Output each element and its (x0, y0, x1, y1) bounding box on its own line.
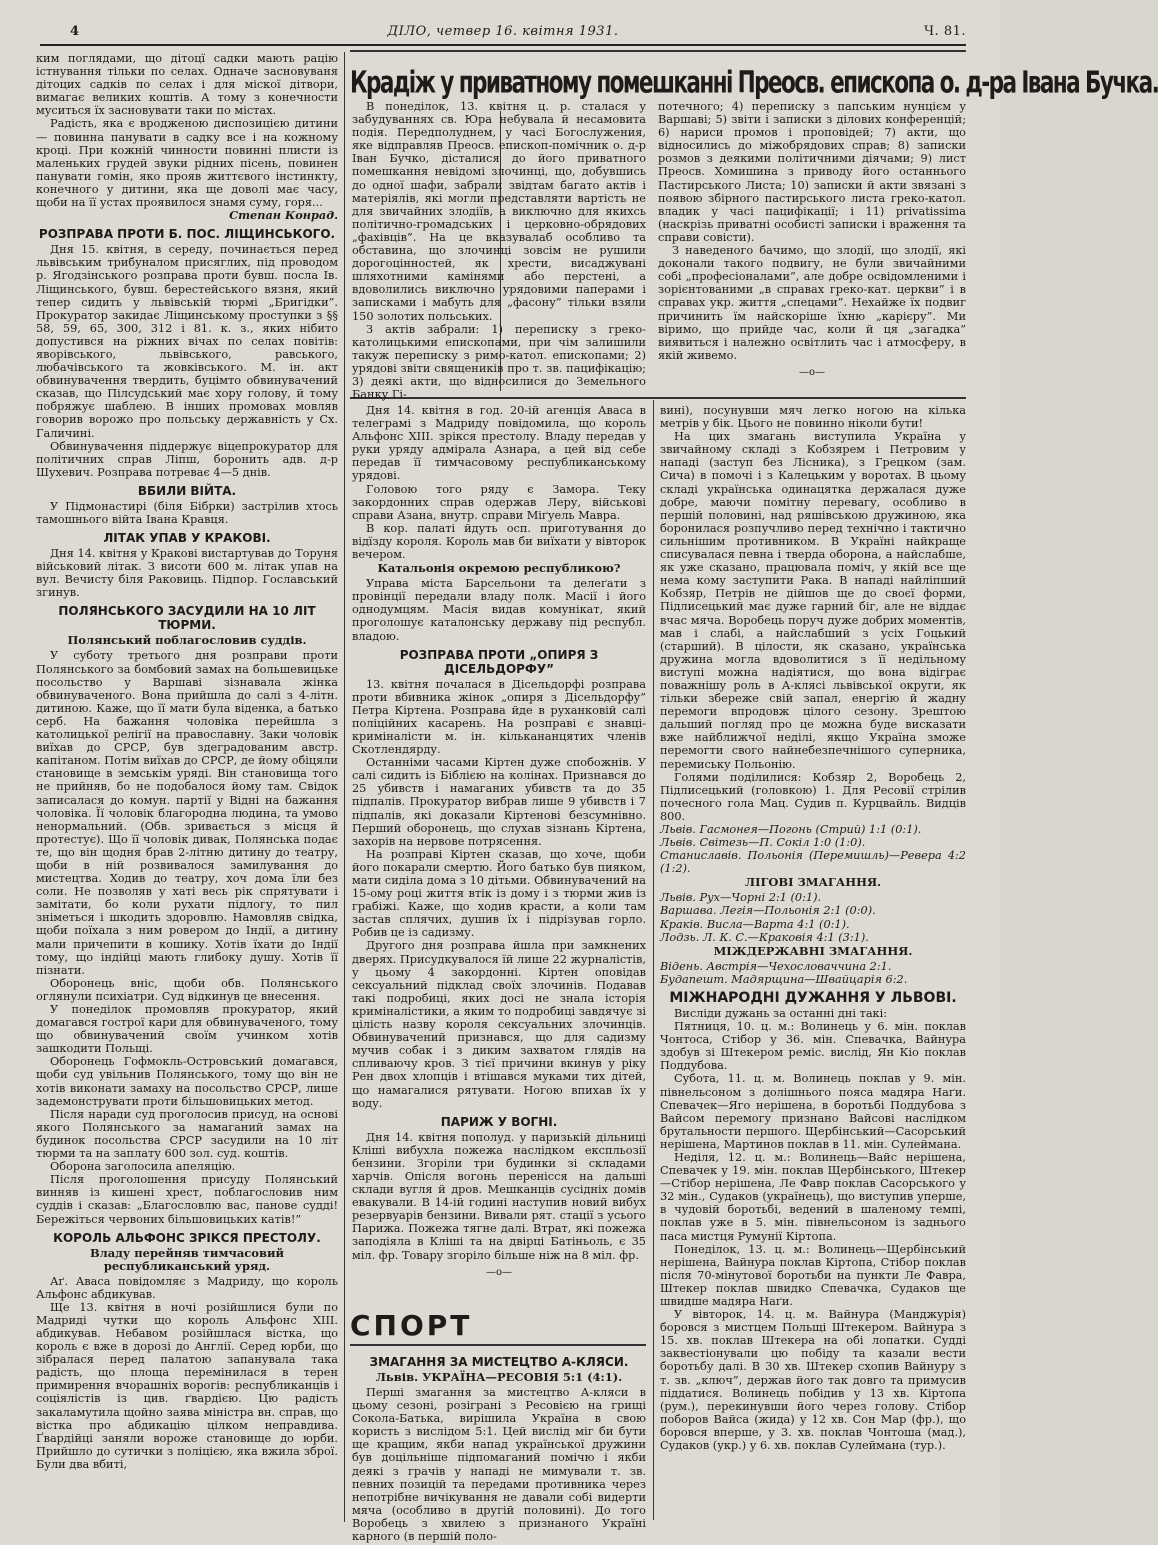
headline-viyt: ВБИЛИ ВІЙТА. (137, 483, 237, 498)
paragraph: вині), посунувши мяч легко ногою на кілька метрів у бік. Цього не повинно ніколи бути! (660, 404, 966, 431)
paragraph: потечного; 4) переписку з папським нунцієм у Варшаві; 5) звіти і записки з ділових конференцій; 6) нариси промов і проповідей; 7) акти, що відносились до міжобрядових справ; 8) записки розмов з деякими політичними діячами; 9) лист Преосв. Хомишина з приводу його останнього Пастирського Листа; 10) записки й акти звязані з появою збірного пастирського листа греко-катол. владик у часі пацифікації; і 11) privatissima (наскрізь приватні особисті записки і враження та справи совісти). (658, 100, 966, 244)
paragraph: У понеділок промовляв прокуратор, який домагався гострої кари для обвинуваченого, тому що обвинувачений своїм учинком хотів зашкодити Польщі. (36, 1003, 338, 1056)
page-number: 4 (70, 24, 80, 39)
paragraph: В кор. палаті йдуть осп. приготування до відїзду короля. Король мав би виїхати у вівторок вечером. (352, 521, 646, 562)
paragraph: У суботу третього дня розправи проти Полянського за бомбовий замах на большевицьке посольство у Варшаві зізнавала жінка обвинуваченого. Вона прийшла до салі з 4-літн. дитиною. Каже, що її мати була віденка, а батько серб. На бажання чоловіка перейшла з католицької релігії на православну. Заки чоловік виїхав до СРСР, був здеградованим австр. капітаном. Потім виїхав до СРСР, де йому обіцяли становище в земськім уряді. Він становища того не прийняв, бо не подобалося йому там. Свідок записалася до комун. партії у Відні на бажання чоловіка. Її чоловік благородна людина, та умово ненормальний. (Обв. зривається з місця й протестує). Що її чоловік дивак, Полянська подає те, що він щодня брав 2-літню дитину до театру, щоби в ній розвивалося замилування до мистецтва. Ходив до театру, хоч дома їли без соли. Не позволяв у хаті весь рік спрятувати і замітати, бо коли рухати підлогу, то пил зніметься і шкодить здоровлю. Намовляв свідка, щоби поїхала з ним ровером до Індії, а дитину мали причепити в кошику. Хотів їхати до Індії тому, що індійці мають глибоку душу. Хотів її пізнати. (36, 649, 338, 977)
paragraph: У Підмонастирі (біля Бібрки) застрілив хтось тамошнього війта Івана Кравця. (36, 499, 338, 526)
paragraph: Висліди дужань за останні дні такі: (674, 1006, 888, 1020)
paragraph: Дня 14. квітня у Кракові вистартував до Торуня військовий літак. З висоти 600 м. літак упав на вул. Вечисту біля Раковиць. Підпор. Гославський згинув. (36, 547, 338, 600)
headline-league: ЛІГОВІ ЗМАГАННЯ. (744, 875, 882, 890)
paragraph: Пятниця, 10. ц. м.: Волинець у 6. мін. поклав Чонтоса, Стібор у 36. мін. Спевачка, Вайнура здобув зі Штекером реміс. вислід, Ян Кіо поклав Поддубова. (660, 1020, 966, 1073)
headline-rule-top (350, 50, 966, 52)
headline-catalonia: Катальонія окремою республикою? (377, 561, 621, 576)
headline-litak: ЛІТАК УПАВ У КРАКОВІ. (103, 531, 271, 546)
paragraph: Радість, яка є вродженою диспозицією дитини — повинна панувати в садку все і на кожному кроці. При кожній чинности повинні плисти із маленьких грудей звуки рідних пісень, повинен панувати гомін, яко прояв життєвого інстинкту, конечного у дитини, яка ще доволі має часу, щоби на її устах проявилося знамя суму, горя... (36, 117, 338, 210)
paragraph: Ще 13. квітня в ночі розійшлися були по Мадриді чутки що король Альфонс XIII. абдикував. Небавом розійшлася вістка, що король є вже в дорозі до Англії. Серед юрби, що зібралася перед палатою запанувала така радість, що площа перемінилася в терен примирення вчорашніх ворогів: республиканців і соціялістів із цив. ґвардією. Цю радість закаламутила щойно заява міністра вн. справ, що вістка про абдикацію цілком неправдива. Ґвардійці заняли вороже становище до юрби. Прийшло до сутички з поліцією, яка вжила зброї. Були два вбиті, (36, 1300, 338, 1471)
score-line: Львів. Гасмонея—Погонь (Стрий) 1:1 (0:1). (660, 823, 922, 836)
paragraph: Оборонець вніс, щоби обв. Полянського оглянули психіатри. Суд відкинув це внесення. (36, 976, 338, 1003)
sport-rule (350, 1344, 646, 1346)
issue-number: Ч. 81. (924, 24, 966, 39)
paragraph: Понеділок, 13. ц. м.: Волинець—Щербінський нерішена, Вайнура поклав Кіртопа, Стібор поклав після 70-мінутової боротьби на пункти Ле Фавра, Штекер поклав швидко Спевачка, Судаков ще швидше мадяра Наґи. (660, 1242, 966, 1308)
subheadline-score: Львів. УКРАЇНА—РЕСОВІЯ 5:1 (4:1). (375, 1370, 623, 1384)
score-line: Львів. Світезь—П. Сокіл 1:0 (1:0). (660, 836, 866, 850)
score-line: Будапешт. Мадярщина—Швайцарія 6:2. (660, 972, 908, 986)
paragraph: ким поглядами, що дітоцї садки мають рацію істнування тільки по селах. Одначе засновуваня дітоцих садків по селах і для міскої дітвори, вимагає великих коштів. А тому з конечности муситься їх засновувати таки по містах. (36, 52, 338, 118)
paragraph: На розправі Кіртен сказав, що хоче, щоби його покарали смертю. Його батько був пияком, мати сиділа дома з 10 дітьми. Обвинувачений на 15-ому році життя втік із дому і з тюрми жив із грабіжі. Каже, що ходив красти, а коли там застав сплячих, душив їх і підрізував горло. Робив це із садизму. (352, 847, 646, 940)
subheadline-polyansky: Полянський поблагословив суддів. (67, 633, 307, 648)
paragraph: Субота, 11. ц. м. Волинець поклав у 9. мін. півнельсоном з долішнього пояса мадяра Наґи. Спевачек—Яго нерішена, в боротьбі Поддубова з Вайсом перемогу признано Вайсові наслідком брутальности першого. Щербінський—Сасорський нерішена, Мартинов поклав в 11. мін. Сулеймана. (660, 1072, 966, 1151)
paragraph: З актів забрали: 1) переписку з греко-католицькими епископами, при чім залишили такуж переписку з римо-катол. епископами; 2) урядові звіти священиків про т. зв. пацифікацію; 3) деякі акти, що відносилися до Земельного Банку Гі- (352, 322, 646, 402)
headline-lishchynsky: РОЗПРАВА ПРОТИ Б. ПОС. ЛІЩИНСЬКОГО. (38, 227, 336, 242)
paragraph: Дня 15. квітня, в середу, починається перед львівським трибуналом присяглих, під проводом р. Ягодзінського розправа проти бувш. посла Ів. Ліщинського, бувш. берестейського вязня, який тепер сидить у львівській тюрмі „Бригідки”. Прокуратор закидає Ліщинському проступки з §§ 58, 59, 65, 300, 312 і 81. к. з., яких нібито допустився на ріжних вічах по селах повітів: яворівського, львівського, равського, любачівського та жовківського. М. ін. акт обвинувачення твердить, буцімто обвинувачений сказав, що Пілсудський має хору голову, й тому побряжує шаблею. В інших промовах мовляв говорив ворожо про польську державність у Сх. Галичині. (36, 243, 338, 440)
headline-sport-a-class: ЗМАГАННЯ ЗА МИСТЕЦТВО А-КЛЯСИ. (369, 1355, 629, 1369)
paragraph: Аґ. Аваса повідомляє з Мадриду, що король Альфонс абдикував. (36, 1274, 338, 1301)
column-1 (36, 52, 338, 1537)
paragraph: З наведеного бачимо, що злодії, що злодії, які доконали такого подвигу, не були звичайними собі „професіоналами”, але добре освідомленими і зорієнтованими „в справах греко-кат. церкви” і в справах укр. життя „спецами”. Нехайже їх подвиг причинить їм найскоріше їхню „карієру”. Ми віримо, що прийде час, коли й ця „загадка” виявиться і належно освітлить час і атмосферу, в якій живемо. (658, 244, 966, 362)
headline-king: КОРОЛЬ АЛЬФОНС ЗРІКСЯ ПРЕСТОЛУ. (53, 1230, 321, 1245)
score-line: Варшава. Легія—Польонія 2:1 (0:0). (660, 904, 876, 918)
paragraph: Неділя, 12. ц. м.: Волинець—Вайс нерішена, Спевачек у 19. мін. поклав Щербінського, Штекер—Стібор нерішена, Ле Фавр поклав Сасорського у 32 мін., Судаков (українець), що виступив уперше, в чудовій боротьбі, ведений в шаленому темпі, поклав уже в 5. мін. півнельсоном із заднього паса мистця Румунії Кіртопа. (660, 1150, 966, 1243)
sport-section-title: СПОРТ (350, 1309, 473, 1342)
headline-dusseldorf: РОЗПРАВА ПРОТИ „ОПИРЯ З ДІСЕЛЬДОРФУ” (399, 647, 599, 676)
score-line: Лодзь. Л. К. С.—Краковія 4:1 (3:1). (660, 930, 869, 944)
column-2 (352, 404, 646, 1304)
headline-wrestling: МІЖНАРОДНІ ДУЖАННЯ У ЛЬВОВІ. (669, 989, 957, 1006)
paragraph: Після наради суд проголосив присуд, на основі якого Полянського за намаганий замах на будинок посольства СРСР засудили на 10 літ тюрми та на заплату 600 зол. суд. коштів. (36, 1107, 338, 1161)
column-3 (660, 404, 966, 1534)
article-bucko-left (352, 100, 646, 402)
paragraph: Оборонець Гофмокль-Островський домагався, щоби суд увільнив Полянського, тому що він не хотів виконати замаху на посольство СРСР, лише задемонструвати проти більшовицьких метод. (36, 1055, 338, 1108)
author-signature: Степан Конрад. (229, 208, 338, 223)
score-line: Львів. Рух—Чорні 2:1 (0:1). (660, 891, 822, 905)
paragraph: Після проголошення присуду Полянський винняв із кишені хрест, поблагословив ним суддів і сказав: „Благословлю вас, панове судді! Бережіться червоних більшовицьких катів!” (36, 1173, 338, 1226)
paragraph: 13. квітня почалася в Дісельдорфі розправа проти вбивника жінок „опиря з Дісельдорфу” Петра Кіртена. Розправа йде в руханковій салі поліційних касарень. На розправі є знавці-криміналісти м. ін. кількананцятих членів Скотлендярду. (352, 677, 646, 757)
score-line: Станиславів. Польонія (Перемишль)—Ревера 4:2 (1:2). (660, 849, 966, 876)
paragraph: Голями поділилися: Кобзяр 2, Воробець 2, Підлисецький (головкою) 1. Для Ресовії стрілив почесного гола Мац. Судив п. Курцвайль. Видців 800. (660, 770, 966, 823)
main-headline: Крадіж у приватному помешканні Преосв. епископа о. д-ра Івана Бучка. (350, 65, 1158, 100)
headline-paris: ПАРИЖ У ВОГНІ. (440, 1114, 558, 1129)
masthead (40, 24, 966, 46)
paragraph: В понеділок, 13. квітня ц. р. сталася у забудуваннях св. Юра небувала й несамовита подія. Передполуднем, у часі Богослужения, яке відправляв Преосв. епископ-помічник о. д-р Іван Бучко, дісталися до його приватного помешкання невідомі злочинці, що, добувшись до одної шафи, забрали звідтам багато актів і матеріялів, які могли представляти вартість не для звичайних злодіїв, а виключно для якихсь політично-громадських і церковно-обрядових „фахівців”. На це вказувалаб особливо та обставина, що злочинці зовсім не рушили дорогоцінностей, як хрести, висаджувані шляхотними камінями або перстені, а вдоволились виключно урядовими паперами і записками і мабуть для „фасону” тільки взяли 150 золотих польських. (352, 100, 646, 323)
paragraph: Дня 14. квітня пополуд. у паризькій дільниці Кліші вибухла пожежа наслідком експльозії бензини. Згоріли три будинки зі складами харчів. Опісля вогонь перенісся на дальші склади вугля й дров. Мешканців сусідніх домів евакували. В 14-ій годині наступив новий вибух резервуарів бензини. Вивали рят. стації з усього Парижа. Пожежа тягне далі. Втрат, які пожежа заподіяла в Кліші та на двірці Батіньоль, є 35 міл. фр. Товару згоріло більше ніж на 8 міл. фр. (352, 1130, 646, 1262)
paragraph: Головою того ряду є Замора. Теку закордонних справ одержав Леру, військові справи Азана, внутр. справи Міґуель Мавра. (352, 482, 646, 522)
headline-polyansky: ПОЛЯНСЬКОГО ЗАСУДИЛИ НА 10 ЛІТ ТЮРМИ. (58, 604, 316, 633)
paragraph: На цих змагань виступила Україна у звичайному складі з Кобзярем і Петровим у нападі (заступ без Лісника), з Грецком (зам. Сича) в помочі і з Калецьким у воротах. В цьому складі українська одинацятка держалася дуже добре, маючи помітну перевагу, особливо в першій половині, над ряшівською дружиною, яка боронилася розпучливо перед технічно і тактично сильнішим противником. В Україні найкраще списувалася певна і тверда оборона, а найслабше, як уже сказано, працювала поміч, у якій все ще нема кому заступити Рака. В нападі найліпший Кобзяр, Петрів не дійшов ще до своєї форми, Підлисецький має дуже гарний біг, але не віддає вчас мяча. Воробець поруч дуже добрих моментів, мав і слабі, а найслабший з усіх Гоцький (старший). В цілости, як сказано, українська дружина могла вдоволитися з її недільному виступі можна надіятися, що вона відіграє поважнішу роль в А-клясі львівської округи, як тільки збереже свій запал, енергію й жадну перемоги впродовж цілого сезону. Зрештою дальший погляд про це можна буде висказати вже найближчої неділі, якщо Україна зможе перемогти свого найнебезпечнішого суперника, перемиську Польонію. (660, 430, 966, 771)
paragraph: Перші змагання за мистецтво А-кляси в цьому сезоні, розіграні з Ресовією на грищі Сокола-Батька, вирішила Україна в свою користь з вислідом 5:1. Цей вислід міг би бути ще кращим, якби напад української дружини був доцільніше підпомаганий помічю і якби деякі з грачів у нападі не мимували т. зв. певних позицій та передами противника через непотрібне вичікування не давали собі видерти мяча (особливо в другій половині). До того Воробець з хвилею з признаного Україні карного (в першій поло- (352, 1386, 646, 1544)
article-bucko-right (658, 100, 966, 392)
score-line: Краків. Висла—Варта 4:1 (0:1). (660, 917, 850, 931)
score-line: Відень. Австрія—Чехословаччина 2:1. (660, 959, 892, 973)
paragraph: Дня 14. квітня в год. 20-ій агенція Аваса в телеграмі з Мадриду повідомила, що король Альфонс XIII. зрікся престолу. Владу передав у руки уряду адмірала Азнара, а цей від себе передав її тимчасовому республиканському урядові. (352, 404, 646, 483)
paragraph: Другого дня розправа йшла при замкнених дверях. Присудкувалося їй лише 22 журналістів, у цьому 4 закордонні. Кіртен оповідав сексуальний підклад своїх злочинів. Подавав такі подробиці, яких досі не знала історія криміналістики, а яким то подробиці завдячує зі цілість назву короля сексуальних злочинців. Обвинувачений признався, що для садизму мучив собак і з диким захватом глядів на спливаючу кров. З тієї причини вкинув у ріку Рен двох хлопців і втішався муками тих дітей, що намагалися рятувати. Ногою впихав їх у воду. (352, 939, 646, 1110)
column-2-sport (352, 1350, 646, 1544)
headline-international: МІЖДЕРЖАВНІ ЗМАГАННЯ. (713, 943, 913, 958)
paragraph: У вівторок, 14. ц. м. Вайнура (Манджурія) боровся з мистцем Польщі Штекером. Вайнура з 15. хв. поклав Штекера на обі лопатки. Судді заквестіонували цю побіду та казали вести боротьбу далі. В 30 хв. Штекер схопив Вайнуру з т. зв. „ключ”, держав його так довго та примусив піддатися. Волинець побідив у 13 хв. Кіртопа (рум.), перекинувши його через голову. Стібор поборов Вайса (жида) у 12 хв. Сон Мар (фр.), що боровся вперше, у 3. хв. поклав Чонтоша (мад.), Судаков (укр.) у 6. хв. поклав Сулеймана (тур.). (660, 1308, 966, 1453)
column-rule-2 (653, 400, 654, 1520)
paragraph: Останніми часами Кіртен дуже спобожнів. У салі сидить із Біблією на колінах. Признався до 25 убивств і намаганих убивств та до 35 підпалів. Прокуратор вибрав лише 9 убивств і 7 підпалів, які доказали Кіртенові безсумнівно. Перший оборонець, що слухав зізнань Кіртена, захорів на нервове потрясення. (352, 756, 646, 848)
column-rule-1 (344, 52, 345, 1522)
subheadline-king: Владу перейняв тимчасовий республиканський уряд. (89, 1245, 285, 1273)
paragraph: Обвинувачення піддержує віцепрокуратор для політичних справ Ліпш, боронить адв. д-р Шухевич. Розправа потреває 4—5 днів. (36, 439, 338, 479)
separator-ornament: —o— (798, 366, 826, 378)
paragraph: Оборона заголосила апеляцію. (50, 1160, 236, 1174)
paragraph: Управа міста Барсельони та делеґати з провінції передали владу полк. Масії і його однодумцям. Масія видав комунікат, який проголошує каталонську державу під республ. владою. (352, 577, 646, 643)
separator-ornament: —o— (485, 1266, 513, 1278)
masthead-title: ДІЛО, четвер 16. квітня 1931. (387, 24, 619, 39)
